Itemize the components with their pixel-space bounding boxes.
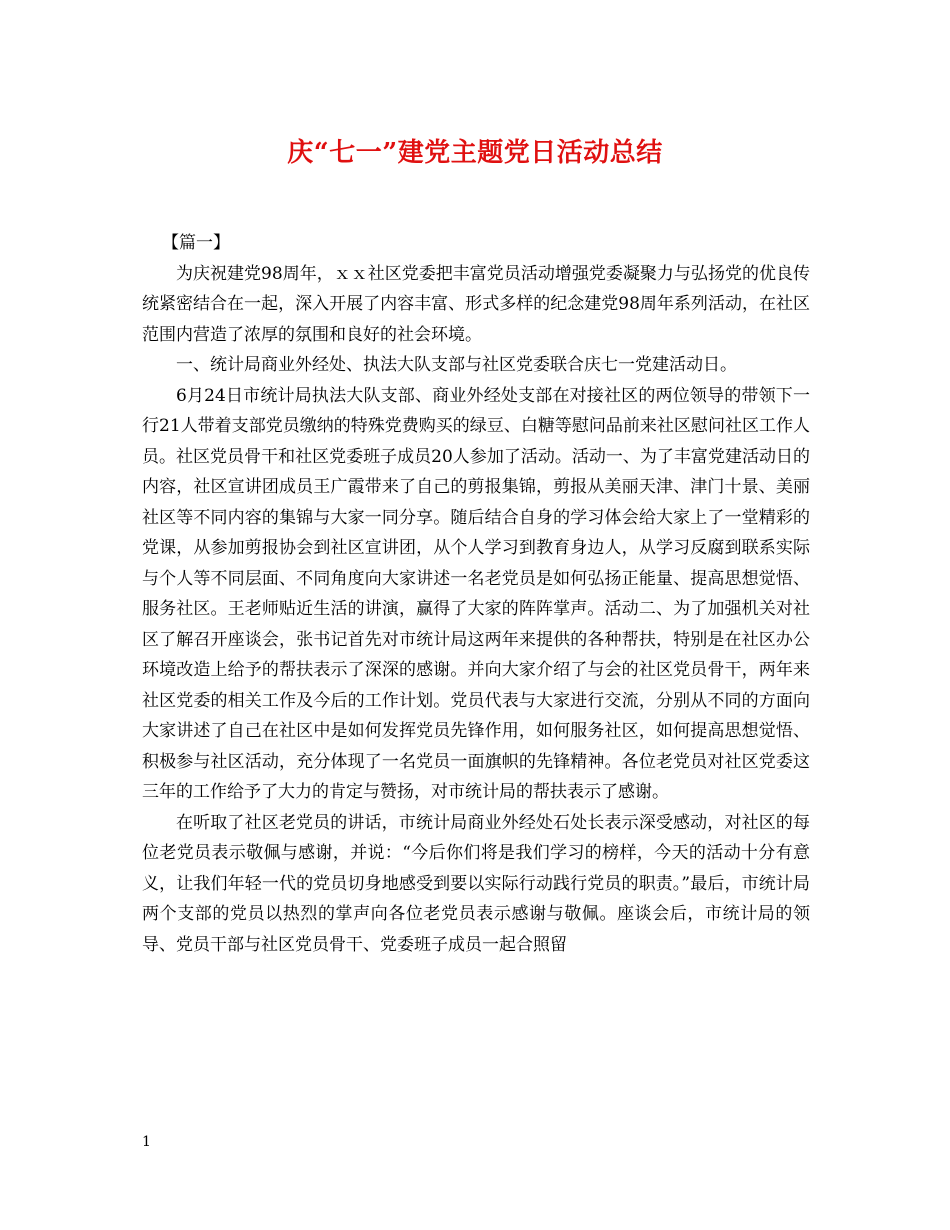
paragraph-response: 在听取了社区老党员的讲话，市统计局商业外经处石处长表示深受感动，对社区的每位老党员表示敬佩与感谢，并说：“今后你们将是我们学习的榜样，今天的活动十分有意义，让我们年轻一代的党员切身地感受到要以实际行动践行党员的职责。”最后，市统计局两个支部的党员以热烈的掌声向各位老党员表示感谢与敬佩。座谈会后，市统计局的领导、党员干部与社区党员骨干、党委班子成员一起合照留 [142, 812, 810, 955]
section-label: 【篇一】 [162, 233, 230, 253]
paragraph-heading-one: 一、统计局商业外经处、执法大队支部与社区党委联合庆七一党建活动日。 [176, 355, 737, 375]
page-number: 1 [142, 1134, 151, 1150]
document-title: 庆“七一”建党主题党日活动总结 [287, 138, 663, 168]
paragraph-intro: 为庆祝建党98周年，ｘｘ社区党委把丰富党员活动增强党委凝聚力与弘扬党的优良传统紧密结合在一起，深入开展了内容丰富、形式多样的纪念建党98周年系列活动，在社区范围内营造了浓厚的氛围和良好的社会环境。 [142, 263, 810, 345]
document-body [142, 228, 810, 960]
paragraph-activity-details: 6月24日市统计局执法大队支部、商业外经处支部在对接社区的两位领导的带领下一行21人带着支部党员缴纳的特殊党费购买的绿豆、白糖等慰问品前来社区慰问社区工作人员。社区党员骨干和社区党委班子成员20人参加了活动。活动一、为了丰富党建活动日的内容，社区宣讲团成员王广霞带来了自己的剪报集锦，剪报从美丽天津、津门十景、美丽社区等不同内容的集锦与大家一同分享。随后结合自身的学习体会给大家上了一堂精彩的党课，从参加剪报协会到社区宣讲团，从个人学习到教育身边人，从学习反腐到联系实际与个人等不同层面、不同角度向大家讲述一名老党员是如何弘扬正能量、提高思想觉悟、服务社区。王老师贴近生活的讲演，赢得了大家的阵阵掌声。活动二、为了加强机关对社区了解召开座谈会，张书记首先对市统计局这两年来提供的各种帮扶，特别是在社区办公环境改造上给予的帮扶表示了深深的感谢。并向大家介绍了与会的社区党员骨干，两年来社区党委的相关工作及今后的工作计划。党员代表与大家进行交流，分别从不同的方面向大家讲述了自己在社区中是如何发挥党员先锋作用，如何服务社区，如何提高思想觉悟、积极参与社区活动，充分体现了一名党员一面旗帜的先锋精神。各位老党员对社区党委这三年的工作给予了大力的肯定与赞扬，对市统计局的帮扶表示了感谢。 [142, 385, 810, 802]
